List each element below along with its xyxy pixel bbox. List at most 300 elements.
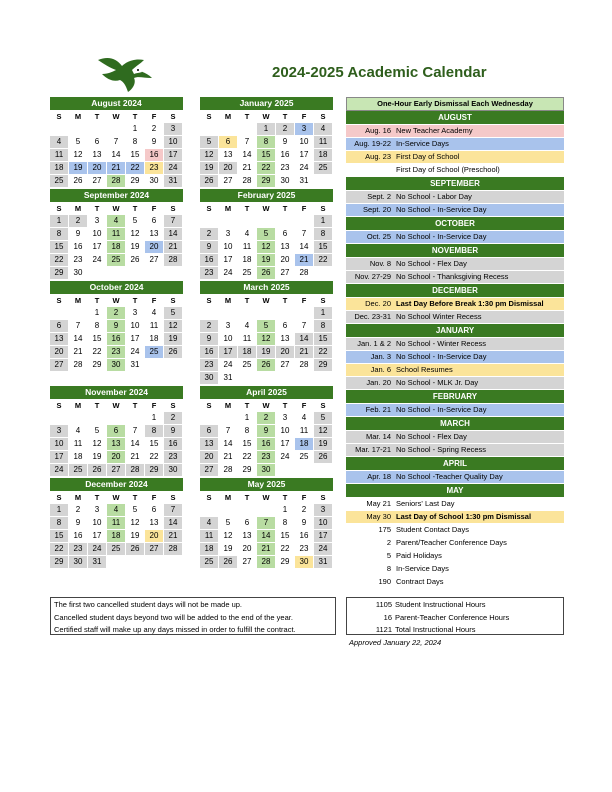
day-cell: 13 xyxy=(92,150,102,159)
day-cell: 23 xyxy=(69,543,87,555)
day-cell xyxy=(200,307,218,319)
totals-label: Student Instructional Hours xyxy=(395,600,486,609)
totals-label: Parent-Teacher Conference Hours xyxy=(395,612,510,622)
day-cell: 23 xyxy=(73,255,83,264)
day-cell: 29 xyxy=(314,359,332,371)
day-cell: 8 xyxy=(50,517,68,529)
event-text: No School - Thanksgiving Recess xyxy=(394,271,564,283)
day-cell: 15 xyxy=(92,334,102,343)
day-cell: 2 xyxy=(301,505,307,514)
approved-date: Approved January 22, 2024 xyxy=(349,638,442,647)
event-row xyxy=(346,444,564,457)
day-cell: 24 xyxy=(299,163,309,172)
day-cell: 11 xyxy=(200,530,218,542)
day-cell: 30 xyxy=(69,556,87,568)
day-cell: 12 xyxy=(314,425,332,437)
event-text: Last Day Before Break 1:30 pm Dismissal xyxy=(394,298,564,310)
day-cell: 3 xyxy=(225,229,231,238)
day-cell: 24 xyxy=(280,452,290,461)
day-cell: 28 xyxy=(299,268,309,277)
day-cell: 29 xyxy=(50,556,68,568)
day-cell: 6 xyxy=(282,229,288,238)
day-cell: 22 xyxy=(50,543,68,555)
day-cell: 28 xyxy=(257,556,275,568)
weekday-label: F xyxy=(151,493,157,502)
month-header: October 2024 xyxy=(50,281,183,294)
month-calendar xyxy=(200,478,333,569)
day-cell xyxy=(219,307,237,319)
weekday-label: W xyxy=(112,493,120,502)
day-cell: 14 xyxy=(130,439,140,448)
day-cell: 20 xyxy=(145,530,163,542)
day-cell: 16 xyxy=(200,346,218,358)
weekday-label: M xyxy=(74,296,82,305)
day-cell: 10 xyxy=(130,321,140,330)
day-cell: 23 xyxy=(145,162,163,174)
weekday-label: S xyxy=(320,401,326,410)
day-cell xyxy=(88,412,106,424)
event-row xyxy=(346,377,564,390)
day-cell xyxy=(314,464,332,476)
day-cell: 9 xyxy=(151,137,157,146)
day-cell: 14 xyxy=(164,228,182,240)
day-cell: 6 xyxy=(282,321,288,330)
day-cell xyxy=(107,123,125,135)
day-cell: 3 xyxy=(94,216,100,225)
day-cell xyxy=(107,556,125,568)
day-cell: 17 xyxy=(223,255,233,264)
day-cell: 17 xyxy=(92,531,102,540)
event-date: Aug. 23 xyxy=(346,151,394,163)
day-cell: 14 xyxy=(299,242,309,251)
event-row xyxy=(346,164,564,177)
day-cell: 13 xyxy=(242,531,252,540)
day-cell: 3 xyxy=(94,505,100,514)
day-cell: 6 xyxy=(151,216,157,225)
weekday-label: M xyxy=(74,112,82,121)
events-month-header: OCTOBER xyxy=(346,217,564,231)
events-month-header: MAY xyxy=(346,484,564,498)
day-cell: 29 xyxy=(92,360,102,369)
event-text: Parent/Teacher Conference Days xyxy=(396,538,507,547)
day-cell xyxy=(314,372,332,384)
event-row xyxy=(346,311,564,324)
day-cell: 7 xyxy=(164,215,182,227)
day-cell: 26 xyxy=(164,346,182,358)
day-cell: 1 xyxy=(50,215,68,227)
day-cell xyxy=(200,504,218,516)
day-cell: 14 xyxy=(242,150,252,159)
event-date: Dec. 20 xyxy=(346,298,394,310)
totals-row xyxy=(347,624,563,637)
day-cell: 15 xyxy=(314,333,332,345)
totals-value: 1121 xyxy=(375,625,392,634)
weekday-label: W xyxy=(262,112,270,121)
day-cell: 9 xyxy=(200,241,218,253)
events-month-header: MARCH xyxy=(346,417,564,431)
weekday-label: S xyxy=(170,493,176,502)
day-cell xyxy=(145,359,163,371)
day-cell: 31 xyxy=(164,175,182,187)
day-cell: 10 xyxy=(92,518,102,527)
day-cell xyxy=(219,123,237,135)
weekday-label: F xyxy=(301,296,307,305)
day-cell: 5 xyxy=(257,320,275,332)
day-cell: 6 xyxy=(200,425,218,437)
day-cell: 29 xyxy=(50,267,68,279)
day-cell: 21 xyxy=(295,254,313,266)
totals-row xyxy=(347,599,563,612)
day-cell: 30 xyxy=(200,372,218,384)
day-cell: 13 xyxy=(107,438,125,450)
day-cell: 18 xyxy=(200,543,218,555)
day-cell: 22 xyxy=(126,162,144,174)
day-cell: 19 xyxy=(223,544,233,553)
day-cell: 18 xyxy=(242,255,252,264)
day-cell: 20 xyxy=(88,162,106,174)
weekday-label: W xyxy=(262,493,270,502)
weekday-label: T xyxy=(282,493,288,502)
day-cell: 5 xyxy=(164,307,182,319)
day-cell: 21 xyxy=(257,543,275,555)
event-text: In-Service Days xyxy=(394,138,564,150)
day-cell: 2 xyxy=(200,320,218,332)
day-cell: 3 xyxy=(225,321,231,330)
weekday-label: W xyxy=(112,112,120,121)
day-cell: 9 xyxy=(200,333,218,345)
day-cell: 11 xyxy=(242,334,252,343)
weekday-label: T xyxy=(244,401,250,410)
weekday-label: T xyxy=(282,204,288,213)
event-row xyxy=(346,511,564,524)
day-cell: 22 xyxy=(242,452,252,461)
events-month-header: FEBRUARY xyxy=(346,390,564,404)
events-month-header: JANUARY xyxy=(346,324,564,338)
day-cell xyxy=(238,372,256,384)
day-cell: 8 xyxy=(145,425,163,437)
month-calendar xyxy=(200,189,333,280)
day-cell: 10 xyxy=(299,137,309,146)
day-cell: 9 xyxy=(75,229,81,238)
day-cell: 7 xyxy=(113,137,119,146)
day-cell: 5 xyxy=(314,412,332,424)
notes-box xyxy=(50,597,336,635)
day-cell: 1 xyxy=(314,215,332,227)
day-cell: 7 xyxy=(301,229,307,238)
weekday-label: S xyxy=(320,296,326,305)
day-cell xyxy=(88,123,106,135)
day-cell: 17 xyxy=(50,451,68,463)
day-cell: 20 xyxy=(145,241,163,253)
event-row xyxy=(346,271,564,284)
day-cell xyxy=(107,267,125,279)
day-cell: 8 xyxy=(257,136,275,148)
weekday-label: S xyxy=(170,112,176,121)
event-date: Jan. 20 xyxy=(346,377,394,389)
event-date: Jan. 3 xyxy=(346,351,394,363)
day-cell xyxy=(200,123,218,135)
weekday-label: T xyxy=(132,112,138,121)
weekday-label: F xyxy=(301,493,307,502)
day-cell: 4 xyxy=(151,308,157,317)
event-row xyxy=(346,125,564,138)
day-cell: 18 xyxy=(50,162,68,174)
day-cell: 3 xyxy=(50,425,68,437)
day-cell xyxy=(107,412,125,424)
day-cell: 12 xyxy=(164,320,182,332)
event-date: Jan. 1 & 2 xyxy=(346,338,394,350)
day-cell xyxy=(126,412,144,424)
day-cell: 19 xyxy=(130,242,140,251)
day-cell: 29 xyxy=(130,176,140,185)
event-date: Mar. 14 xyxy=(346,431,394,443)
day-cell: 15 xyxy=(314,241,332,253)
event-row xyxy=(346,138,564,151)
event-row xyxy=(346,258,564,271)
day-cell: 20 xyxy=(242,544,252,553)
weekday-label: W xyxy=(112,401,120,410)
day-cell xyxy=(145,267,163,279)
weekday-label: T xyxy=(132,296,138,305)
day-cell: 29 xyxy=(242,465,252,474)
day-cell: 19 xyxy=(314,438,332,450)
month-header: September 2024 xyxy=(50,189,183,202)
day-cell: 9 xyxy=(107,320,125,332)
day-cell: 6 xyxy=(94,137,100,146)
day-cell: 20 xyxy=(50,346,68,358)
day-cell xyxy=(238,215,256,227)
day-cell: 28 xyxy=(299,360,309,369)
day-cell: 11 xyxy=(107,228,125,240)
day-cell: 1 xyxy=(132,124,138,133)
day-cell: 19 xyxy=(257,346,275,358)
event-row xyxy=(346,364,564,377)
event-date: Jan. 6 xyxy=(346,364,394,376)
day-cell: 13 xyxy=(280,334,290,343)
day-cell xyxy=(219,412,237,424)
event-text: Contract Days xyxy=(396,577,444,586)
event-text: Paid Holidays xyxy=(396,551,442,560)
day-cell: 6 xyxy=(151,505,157,514)
event-text: No School -Teacher Quality Day xyxy=(394,471,564,483)
event-date: 190 xyxy=(378,577,391,586)
day-cell: 7 xyxy=(257,517,275,529)
day-cell xyxy=(257,307,275,319)
event-row xyxy=(346,537,564,550)
day-cell: 20 xyxy=(200,451,218,463)
day-cell: 14 xyxy=(223,439,233,448)
day-cell: 16 xyxy=(299,531,309,540)
day-cell: 17 xyxy=(299,150,309,159)
day-cell: 26 xyxy=(314,451,332,463)
day-cell: 26 xyxy=(200,175,218,187)
weekday-label: T xyxy=(282,401,288,410)
day-cell: 26 xyxy=(126,543,144,555)
note-line: Cancelled student days beyond two will be added to the end of the year. xyxy=(54,612,293,622)
event-row xyxy=(346,351,564,364)
day-cell: 5 xyxy=(132,216,138,225)
day-cell: 17 xyxy=(164,149,182,161)
day-cell: 4 xyxy=(244,321,250,330)
events-month-header: DECEMBER xyxy=(346,284,564,298)
day-cell: 19 xyxy=(69,162,87,174)
event-row xyxy=(346,471,564,484)
day-cell xyxy=(219,215,237,227)
day-cell: 17 xyxy=(280,439,290,448)
day-cell: 25 xyxy=(107,543,125,555)
month-calendar xyxy=(200,386,333,477)
day-cell: 24 xyxy=(92,255,102,264)
weekday-label: T xyxy=(132,204,138,213)
day-cell: 25 xyxy=(299,452,309,461)
weekday-label: S xyxy=(206,493,212,502)
day-cell: 14 xyxy=(164,517,182,529)
day-cell: 16 xyxy=(200,254,218,266)
weekday-label: M xyxy=(224,296,232,305)
day-cell xyxy=(238,307,256,319)
day-cell: 2 xyxy=(257,412,275,424)
day-cell: 24 xyxy=(50,464,68,476)
day-cell: 30 xyxy=(149,176,159,185)
day-cell: 19 xyxy=(164,333,182,345)
day-cell: 18 xyxy=(238,346,256,358)
events-list xyxy=(346,97,564,589)
event-text: No School - MLK Jr. Day xyxy=(394,377,564,389)
day-cell: 8 xyxy=(314,320,332,332)
day-cell: 9 xyxy=(257,425,275,437)
day-cell: 30 xyxy=(257,464,275,476)
month-header: August 2024 xyxy=(50,97,183,110)
day-cell: 7 xyxy=(225,426,231,435)
day-cell xyxy=(295,215,313,227)
day-cell: 8 xyxy=(244,426,250,435)
day-cell: 25 xyxy=(69,464,87,476)
weekday-label: S xyxy=(320,493,326,502)
day-cell: 18 xyxy=(295,438,313,450)
event-row xyxy=(346,231,564,244)
day-cell: 24 xyxy=(88,543,106,555)
weekday-label: F xyxy=(151,401,157,410)
totals-value: 1105 xyxy=(375,600,392,609)
weekday-label: S xyxy=(320,112,326,121)
day-cell: 18 xyxy=(73,452,83,461)
day-cell: 25 xyxy=(145,346,163,358)
weekday-label: S xyxy=(56,493,62,502)
day-cell: 14 xyxy=(257,530,275,542)
day-cell: 29 xyxy=(145,464,163,476)
day-cell: 16 xyxy=(164,438,182,450)
day-cell: 12 xyxy=(200,149,218,161)
event-row xyxy=(346,498,564,511)
day-cell: 21 xyxy=(242,163,252,172)
day-cell xyxy=(50,123,68,135)
day-cell: 16 xyxy=(73,242,83,251)
weekday-label: M xyxy=(74,204,82,213)
day-cell: 31 xyxy=(314,556,332,568)
event-row xyxy=(346,524,564,537)
day-cell: 20 xyxy=(219,162,237,174)
day-cell: 21 xyxy=(130,452,140,461)
weekday-label: T xyxy=(244,493,250,502)
day-cell: 19 xyxy=(257,254,275,266)
day-cell: 9 xyxy=(164,425,182,437)
day-cell: 11 xyxy=(299,426,309,435)
weekday-label: S xyxy=(206,112,212,121)
weekday-label: T xyxy=(94,204,100,213)
day-cell: 26 xyxy=(130,255,140,264)
event-row xyxy=(346,404,564,417)
eagle-logo-icon xyxy=(96,52,156,94)
weekday-label: W xyxy=(112,296,120,305)
event-date: Feb. 21 xyxy=(346,404,394,416)
day-cell: 5 xyxy=(132,505,138,514)
day-cell: 4 xyxy=(50,136,68,148)
day-cell: 9 xyxy=(75,518,81,527)
day-cell: 21 xyxy=(107,162,125,174)
day-cell xyxy=(276,215,294,227)
event-row xyxy=(346,204,564,217)
day-cell: 22 xyxy=(314,254,332,266)
weekday-label: F xyxy=(301,401,307,410)
day-cell: 28 xyxy=(223,465,233,474)
weekday-label: W xyxy=(262,296,270,305)
weekday-label: W xyxy=(262,401,270,410)
weekday-label: M xyxy=(224,204,232,213)
day-cell: 15 xyxy=(50,241,68,253)
day-cell: 10 xyxy=(50,438,68,450)
event-date: Dec. 23-31 xyxy=(346,311,394,323)
day-cell: 26 xyxy=(257,267,275,279)
month-header: January 2025 xyxy=(200,97,333,110)
day-cell: 8 xyxy=(282,518,288,527)
event-row xyxy=(346,550,564,563)
day-cell xyxy=(276,307,294,319)
day-cell: 17 xyxy=(314,530,332,542)
day-cell: 2 xyxy=(107,307,125,319)
event-date: Mar. 17-21 xyxy=(346,444,394,456)
day-cell: 16 xyxy=(73,531,83,540)
day-cell: 5 xyxy=(94,426,100,435)
day-cell: 16 xyxy=(257,438,275,450)
day-cell: 10 xyxy=(223,334,233,343)
day-cell: 9 xyxy=(301,518,307,527)
weekday-label: F xyxy=(301,112,307,121)
weekday-label: W xyxy=(262,204,270,213)
day-cell: 24 xyxy=(223,268,233,277)
month-header: March 2025 xyxy=(200,281,333,294)
weekday-label: S xyxy=(170,296,176,305)
month-header: February 2025 xyxy=(200,189,333,202)
event-text: No School - In-Service Day xyxy=(394,351,564,363)
day-cell: 22 xyxy=(92,347,102,356)
weekday-label: T xyxy=(244,204,250,213)
day-cell: 1 xyxy=(257,123,275,135)
day-cell: 5 xyxy=(225,518,231,527)
totals-value: 16 xyxy=(383,612,392,622)
day-cell xyxy=(126,267,144,279)
event-text: No School - In-Service Day xyxy=(394,204,564,216)
day-cell: 10 xyxy=(92,229,102,238)
day-cell: 18 xyxy=(314,149,332,161)
day-cell: 6 xyxy=(50,320,68,332)
day-cell: 23 xyxy=(200,359,218,371)
day-cell xyxy=(257,504,275,516)
day-cell: 1 xyxy=(282,505,288,514)
event-date: 8 xyxy=(386,564,391,573)
day-cell: 12 xyxy=(223,531,233,540)
day-cell: 21 xyxy=(295,346,313,358)
day-cell: 16 xyxy=(107,333,125,345)
